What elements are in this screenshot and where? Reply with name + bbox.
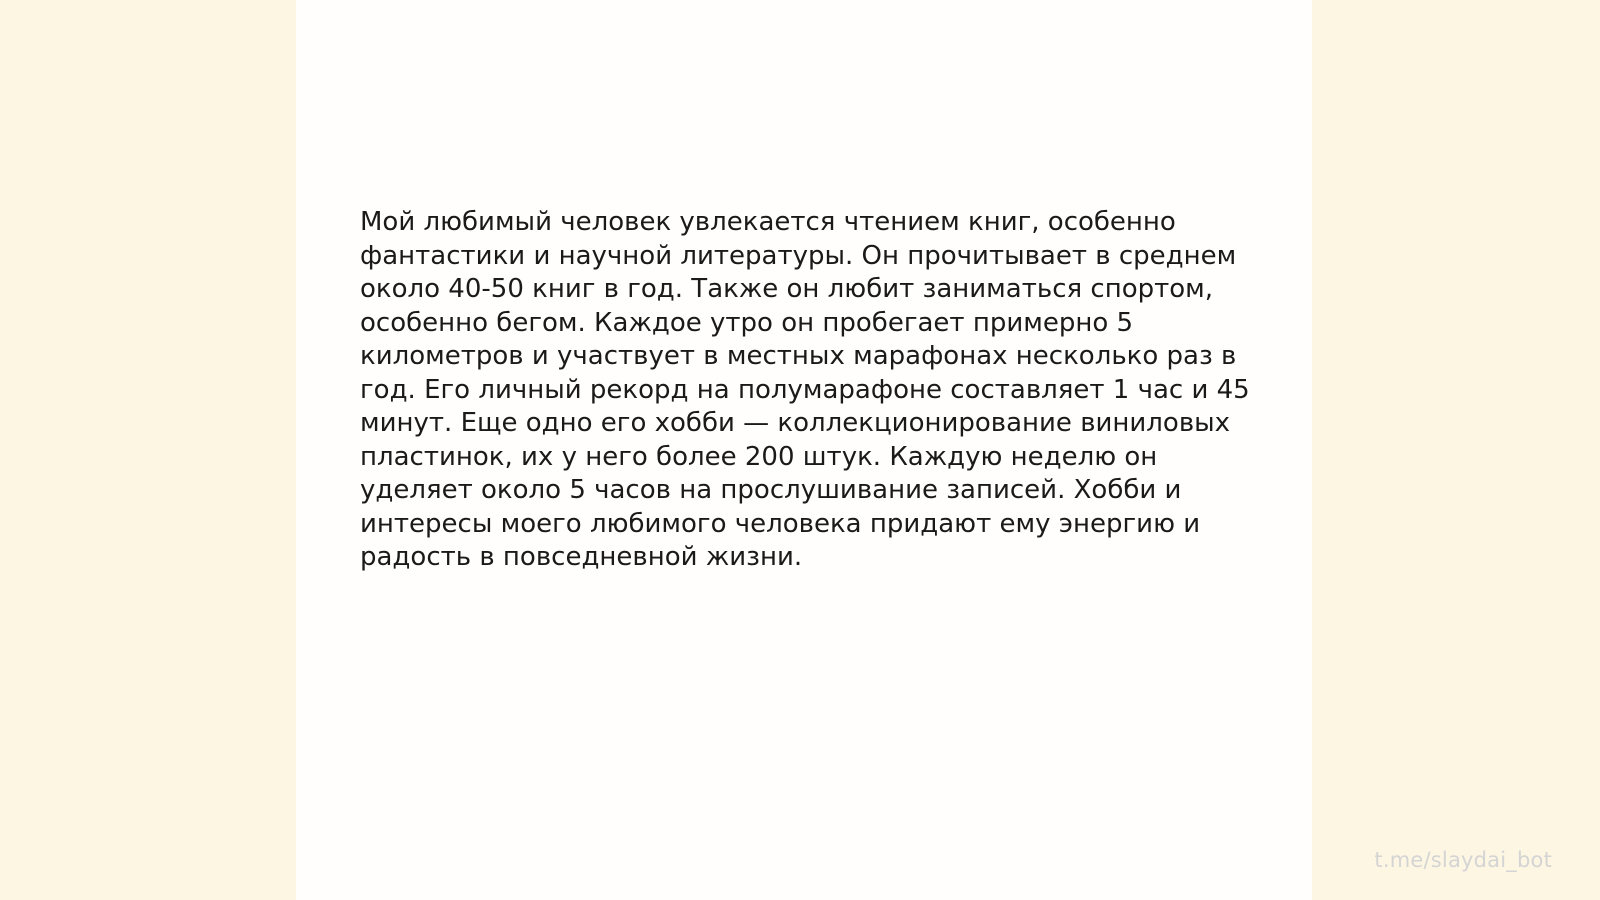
watermark-link-text: t.me/slaydai_bot xyxy=(1374,848,1552,872)
right-margin-panel xyxy=(1312,0,1600,900)
body-text xyxy=(360,206,1260,575)
body-line: уделяет около 5 часов на прослушивание записей. Хобби и xyxy=(360,475,1182,505)
body-line: фантастики и научной литературы. Он прочитывает в среднем xyxy=(360,240,1237,271)
body-line: около 40-50 книг в год. Также он любит заниматься спортом, xyxy=(360,274,1214,304)
body-line: Мой любимый человек увлекается чтением книг, особенно xyxy=(360,207,1176,237)
body-line: минут. Еще одно его хобби — коллекционирование виниловых xyxy=(360,408,1231,438)
body-line: пластинок, их у него более 200 штук. Каждую неделю он xyxy=(360,441,1158,472)
body-line: интересы моего любимого человека придают ему энергию и xyxy=(360,508,1201,539)
body-line: радость в повседневной жизни. xyxy=(360,542,803,572)
body-line: километров и участвует в местных марафонах несколько раз в xyxy=(360,341,1237,371)
body-line: год. Его личный рекорд на полумарафоне составляет 1 час и 45 xyxy=(360,374,1250,405)
left-margin-panel xyxy=(0,0,296,900)
body-line: особенно бегом. Каждое утро он пробегает примерно 5 xyxy=(360,307,1134,338)
